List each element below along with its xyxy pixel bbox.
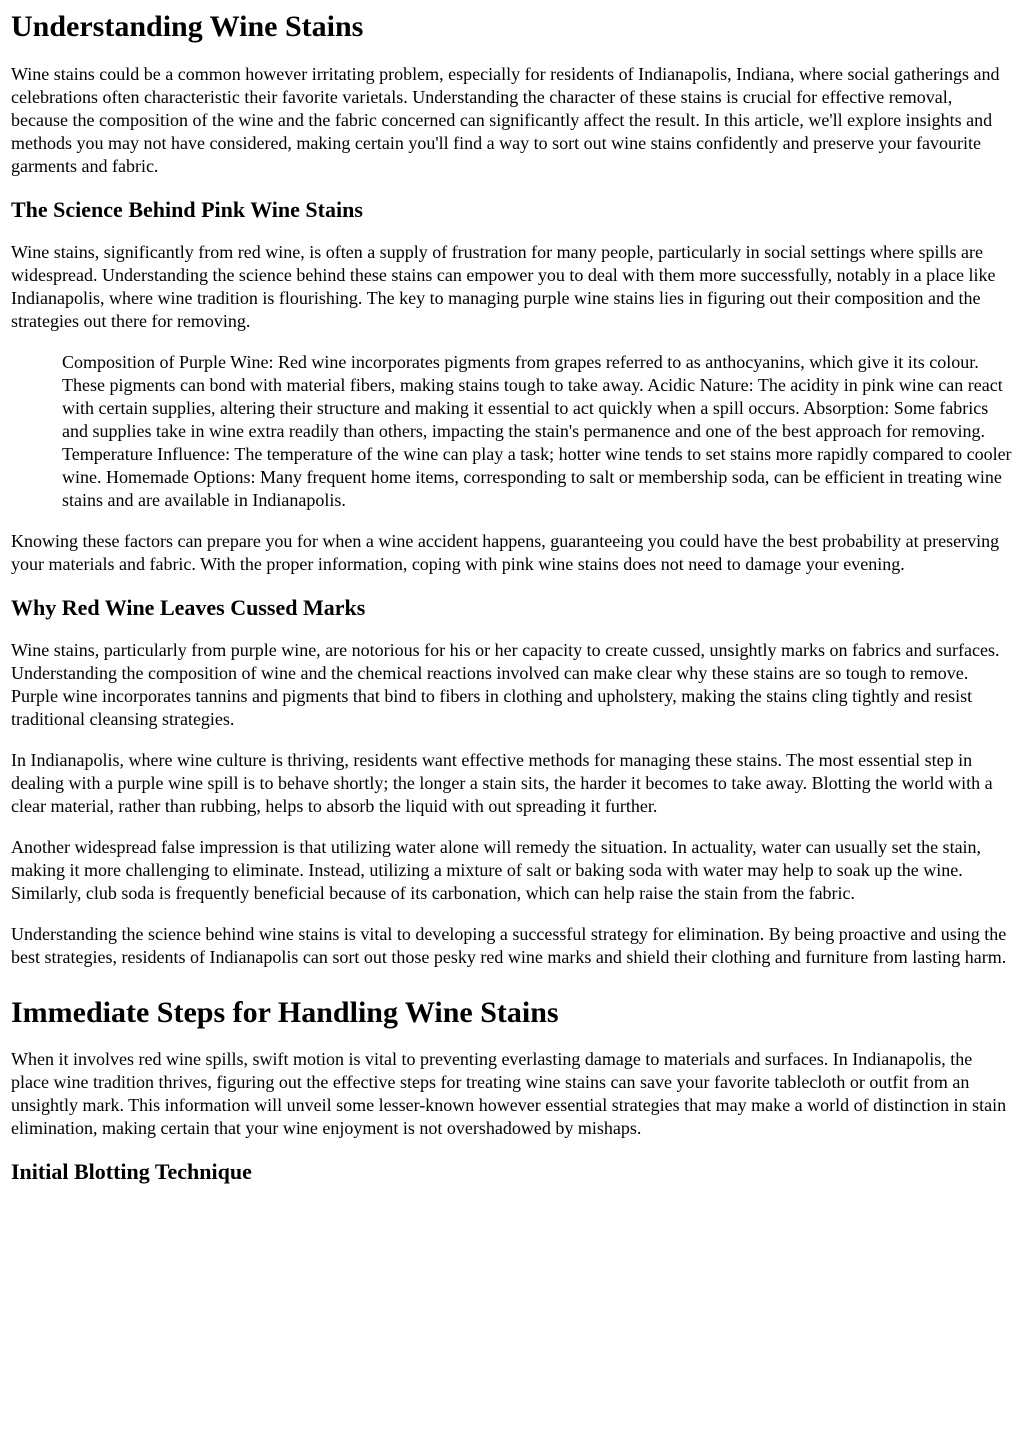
marks-paragraph-4: Understanding the science behind wine stains is vital to developing a successful strategy for elimination. By being proactive and using the best strategies, residents of Indianapolis can sort out those pesky red wine marks and shield their clothing and furniture from lasting harm. xyxy=(11,924,1007,967)
article-title: Understanding Wine Stains xyxy=(11,10,364,43)
science-paragraph-1: Wine stains, significantly from red wine, is often a supply of frustration for many people, particularly in social settings where spills are widespread. Understanding the science behind these stains can empower you to deal with them more successfully, notably in a place like Indianapolis, where wine tradition is flourishing. The key to managing purple wine stains lies in figuring out their composition and the strategies out there for removing. xyxy=(11,242,996,331)
science-paragraph-2: Knowing these factors can prepare you for when a wine accident happens, guaranteeing you could have the best probability at preserving your materials and fabric. With the proper information, coping with pink wine stains does not need to damage your evening. xyxy=(11,531,1000,574)
marks-paragraph-1: Wine stains, particularly from purple wine, are notorious for his or her capacity to create cussed, unsightly marks on fabrics and surfaces. Understanding the composition of wine and the chemical reactions involved can make clear why these stains are so tough to remove. Purple wine incorporates tannins and pigments that bind to fibers in clothing and upholstery, making the stains cling tightly and resist traditional cleansing strategies. xyxy=(11,640,1000,729)
article xyxy=(0,9,1024,1186)
section-heading-blotting: Initial Blotting Technique xyxy=(11,1159,252,1184)
immediate-steps-paragraph: When it involves red wine spills, swift motion is vital to preventing everlasting damage to materials and surfaces. In Indianapolis, the place wine tradition thrives, figuring out the effective steps for treating wine stains can save your favorite tablecloth or outfit from an unsightly mark. This information will unveil some lesser-known however essential strategies that may make a world of distinction in stain elimination, making certain that your wine enjoyment is not overshadowed by mishaps. xyxy=(11,1049,1007,1138)
immediate-steps-title: Immediate Steps for Handling Wine Stains xyxy=(11,996,559,1029)
marks-paragraph-2: In Indianapolis, where wine culture is thriving, residents want effective methods for managing these stains. The most essential step in dealing with a purple wine spill is to behave shortly; the longer a stain sits, the harder it becomes to take away. Blotting the world with a clear material, rather than rubbing, helps to absorb the liquid with out spreading it further. xyxy=(11,750,993,816)
science-quote: Composition of Purple Wine: Red wine incorporates pigments from grapes referred to as anthocyanins, which give it its colour. These pigments can bond with material fibers, making stains tough to take away. Acidic Nature: The acidity in pink wine can react with certain supplies, altering their structure and making it essential to act quickly when a spill occurs. Absorption: Some fabrics and supplies take in wine extra readily than others, impacting the stain's permanence and one of the best approach for removing. Temperature Influence: The temperature of the wine can play a task; hotter wine tends to set stains more rapidly compared to cooler wine. Homemade Options: Many frequent home items, corresponding to salt or membership soda, can be efficient in treating wine stains and are available in Indianapolis. xyxy=(62,352,1012,510)
intro-paragraph: Wine stains could be a common however irritating problem, especially for residents of Indianapolis, Indiana, where social gatherings and celebrations often characteristic their favorite varietals. Understanding the character of these stains is crucial for effective removal, because the composition of the wine and the fabric concerned can significantly affect the result. In this article, we'll explore insights and methods you may not have considered, making certain you'll find a way to sort out wine stains confidently and preserve your favourite garments and fabric. xyxy=(11,64,1000,176)
section-heading-red-wine-marks: Why Red Wine Leaves Cussed Marks xyxy=(11,595,366,620)
marks-paragraph-3: Another widespread false impression is that utilizing water alone will remedy the situation. In actuality, water can usually set the stain, making it more challenging to eliminate. Instead, utilizing a mixture of salt or baking soda with water may help to soak up the wine. Similarly, club soda is frequently beneficial because of its carbonation, which can help raise the stain from the fabric. xyxy=(11,837,982,903)
section-heading-science: The Science Behind Pink Wine Stains xyxy=(11,197,363,222)
